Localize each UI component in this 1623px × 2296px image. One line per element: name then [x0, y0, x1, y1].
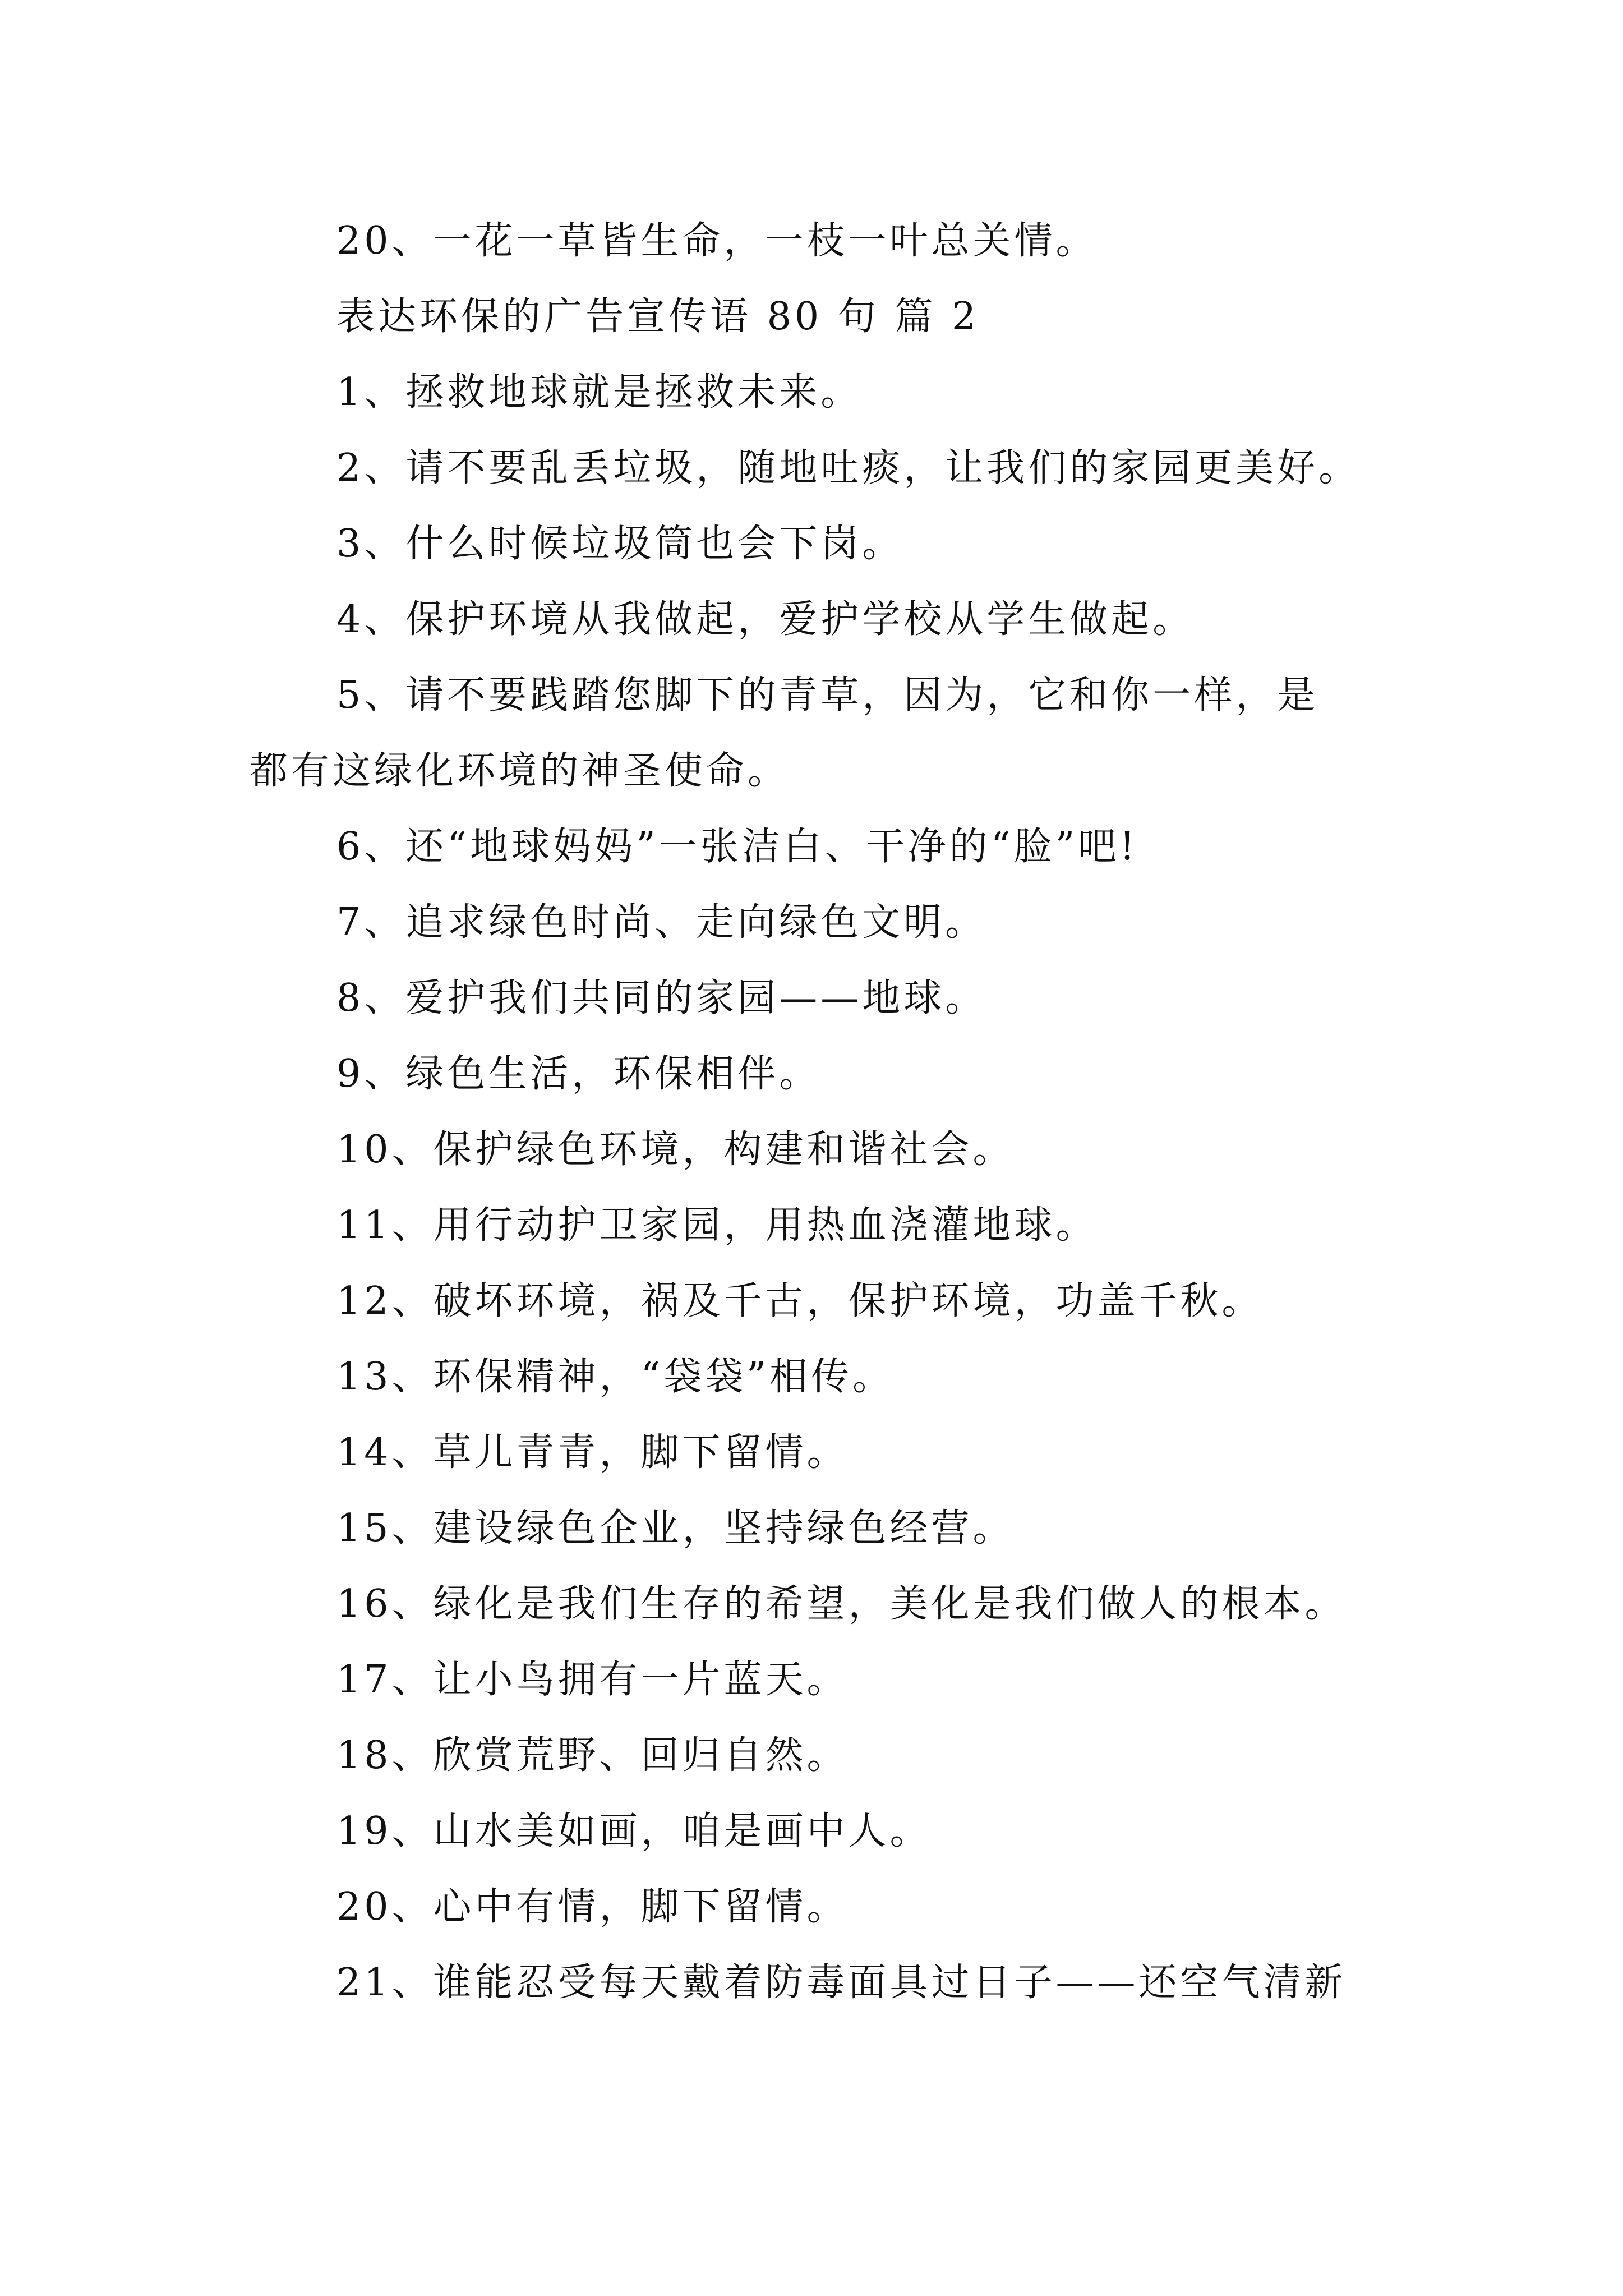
text-line: 4、保护环境从我做起，爱护学校从学生做起。: [336, 597, 1195, 642]
text-line: 2、请不要乱丢垃圾，随地吐痰，让我们的家园更美好。: [336, 446, 1361, 490]
section-heading: 表达环保的广告宣传语 80 句 篇 2: [336, 295, 980, 339]
text-line: 12、破坏环境，祸及千古，保护环境，功盖千秋。: [336, 1279, 1264, 1323]
text-line: 6、还“地球妈妈”一张洁白、干净的“脸”吧!: [336, 825, 1138, 869]
text-line: 10、保护绿色环境，构建和谐社会。: [336, 1128, 1015, 1172]
text-line: 8、爱护我们共同的家园——地球。: [336, 976, 987, 1020]
text-line-continuation: 都有这绿化环境的神圣使命。: [250, 749, 790, 793]
text-line: 7、追求绿色时尚、走向绿色文明。: [336, 900, 987, 945]
text-line: 20、心中有情，脚下留情。: [336, 1885, 849, 1929]
text-line: 1、拯救地球就是拯救未来。: [336, 370, 863, 415]
text-line: 15、建设绿色企业，坚持绿色经营。: [336, 1506, 1015, 1550]
text-line: 17、让小鸟拥有一片蓝天。: [336, 1658, 849, 1702]
text-line: 16、绿化是我们生存的希望，美化是我们做人的根本。: [336, 1582, 1347, 1626]
text-line: 20、一花一草皆生命，一枝一叶总关情。: [336, 219, 1098, 263]
text-line: 19、山水美如画，咱是画中人。: [336, 1809, 932, 1853]
text-line: 5、请不要践踏您脚下的青草，因为，它和你一样，是: [336, 673, 1319, 717]
text-line: 9、绿色生活，环保相伴。: [336, 1052, 821, 1096]
text-line: 3、什么时候垃圾筒也会下岗。: [336, 522, 904, 566]
text-line: 11、用行动护卫家园，用热血浇灌地球。: [336, 1203, 1098, 1248]
text-line: 14、草儿青青，脚下留情。: [336, 1430, 849, 1475]
text-line: 21、谁能忍受每天戴着防毒面具过日子——还空气清新: [336, 1961, 1347, 2005]
text-line: 13、环保精神，“袋袋”相传。: [336, 1355, 895, 1399]
text-line: 18、欣赏荒野、回归自然。: [336, 1733, 849, 1778]
